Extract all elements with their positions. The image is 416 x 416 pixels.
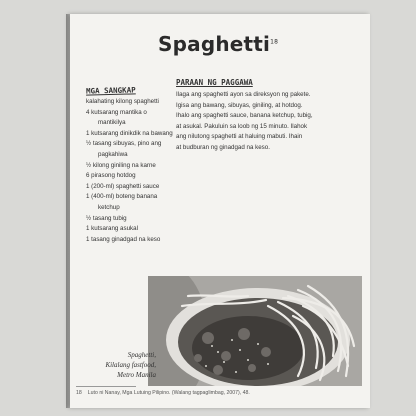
spaghetti-photo-image xyxy=(148,276,362,386)
ingredient-line: 6 pirasong hotdog xyxy=(86,172,136,180)
procedure-line: Igisa ang bawang, sibuyas, giniling, at hotdog. xyxy=(176,101,303,109)
procedure-text xyxy=(176,90,352,154)
ingredient-line: 1 (200-ml) spaghetti sauce xyxy=(86,182,160,190)
procedure-heading: PARAAN NG PAGGAWA xyxy=(176,78,253,87)
ingredients-heading: MGA SANGKAP xyxy=(85,85,136,96)
caption-line: Kilalang fastfood, xyxy=(105,361,156,369)
caption-line: Spaghetti, xyxy=(127,351,156,359)
ingredients-list xyxy=(86,97,182,245)
ingredient-line: 1 kutsarang asukal xyxy=(86,225,138,233)
ingredient-line: mantikilya xyxy=(98,119,126,127)
procedure-line: ang nilutong spaghetti at haluing mabuti. Ihain xyxy=(176,133,303,141)
title-text: Spaghetti xyxy=(158,32,271,56)
ingredient-line: ½ kilong giniling na karne xyxy=(86,161,156,169)
footnote-text: Luto ni Nanay, Mga Lutuing Pilipino. (Walang tagpaglimbag, 2007), 48. xyxy=(87,390,250,396)
ingredient-line: ½ tasang sibuyas, pino ang xyxy=(86,140,162,148)
ingredient-line: 1 (400-ml) boteng banana xyxy=(86,193,158,201)
ingredient-line: 1 kutsarang dinikdik na bawang xyxy=(86,129,173,137)
footnote-rule xyxy=(76,386,136,387)
footnote-number: 18 xyxy=(76,390,82,396)
footnote xyxy=(76,390,366,396)
ingredient-line: kalahating kilong spaghetti xyxy=(86,98,159,105)
ingredient-line: pagkahiwa xyxy=(98,150,128,158)
title-footnote-mark: 18 xyxy=(270,38,279,46)
ingredient-line: ketchup xyxy=(98,203,120,211)
procedure-line: Ihalo ang spaghetti sauce, banana ketchup, tubig, xyxy=(176,112,313,120)
ingredient-line: 1 tasang ginadgad na keso xyxy=(86,235,161,243)
ingredient-line: ½ tasang tubig xyxy=(86,214,127,222)
procedure-line: Ilaga ang spaghetti ayon sa direksyon ng pakete. xyxy=(176,91,311,98)
procedure-line: at budburan ng ginadgad na keso. xyxy=(176,143,270,151)
photo-caption xyxy=(90,350,156,380)
page-title xyxy=(158,32,278,56)
spaghetti-photo xyxy=(148,276,362,386)
ingredient-line: 4 kutsarang mantika o xyxy=(86,108,147,116)
procedure-line: at asukal. Pakuluin sa loob ng 15 minuto. Ilahok xyxy=(176,122,308,130)
caption-line: Metro Manila xyxy=(117,371,156,379)
